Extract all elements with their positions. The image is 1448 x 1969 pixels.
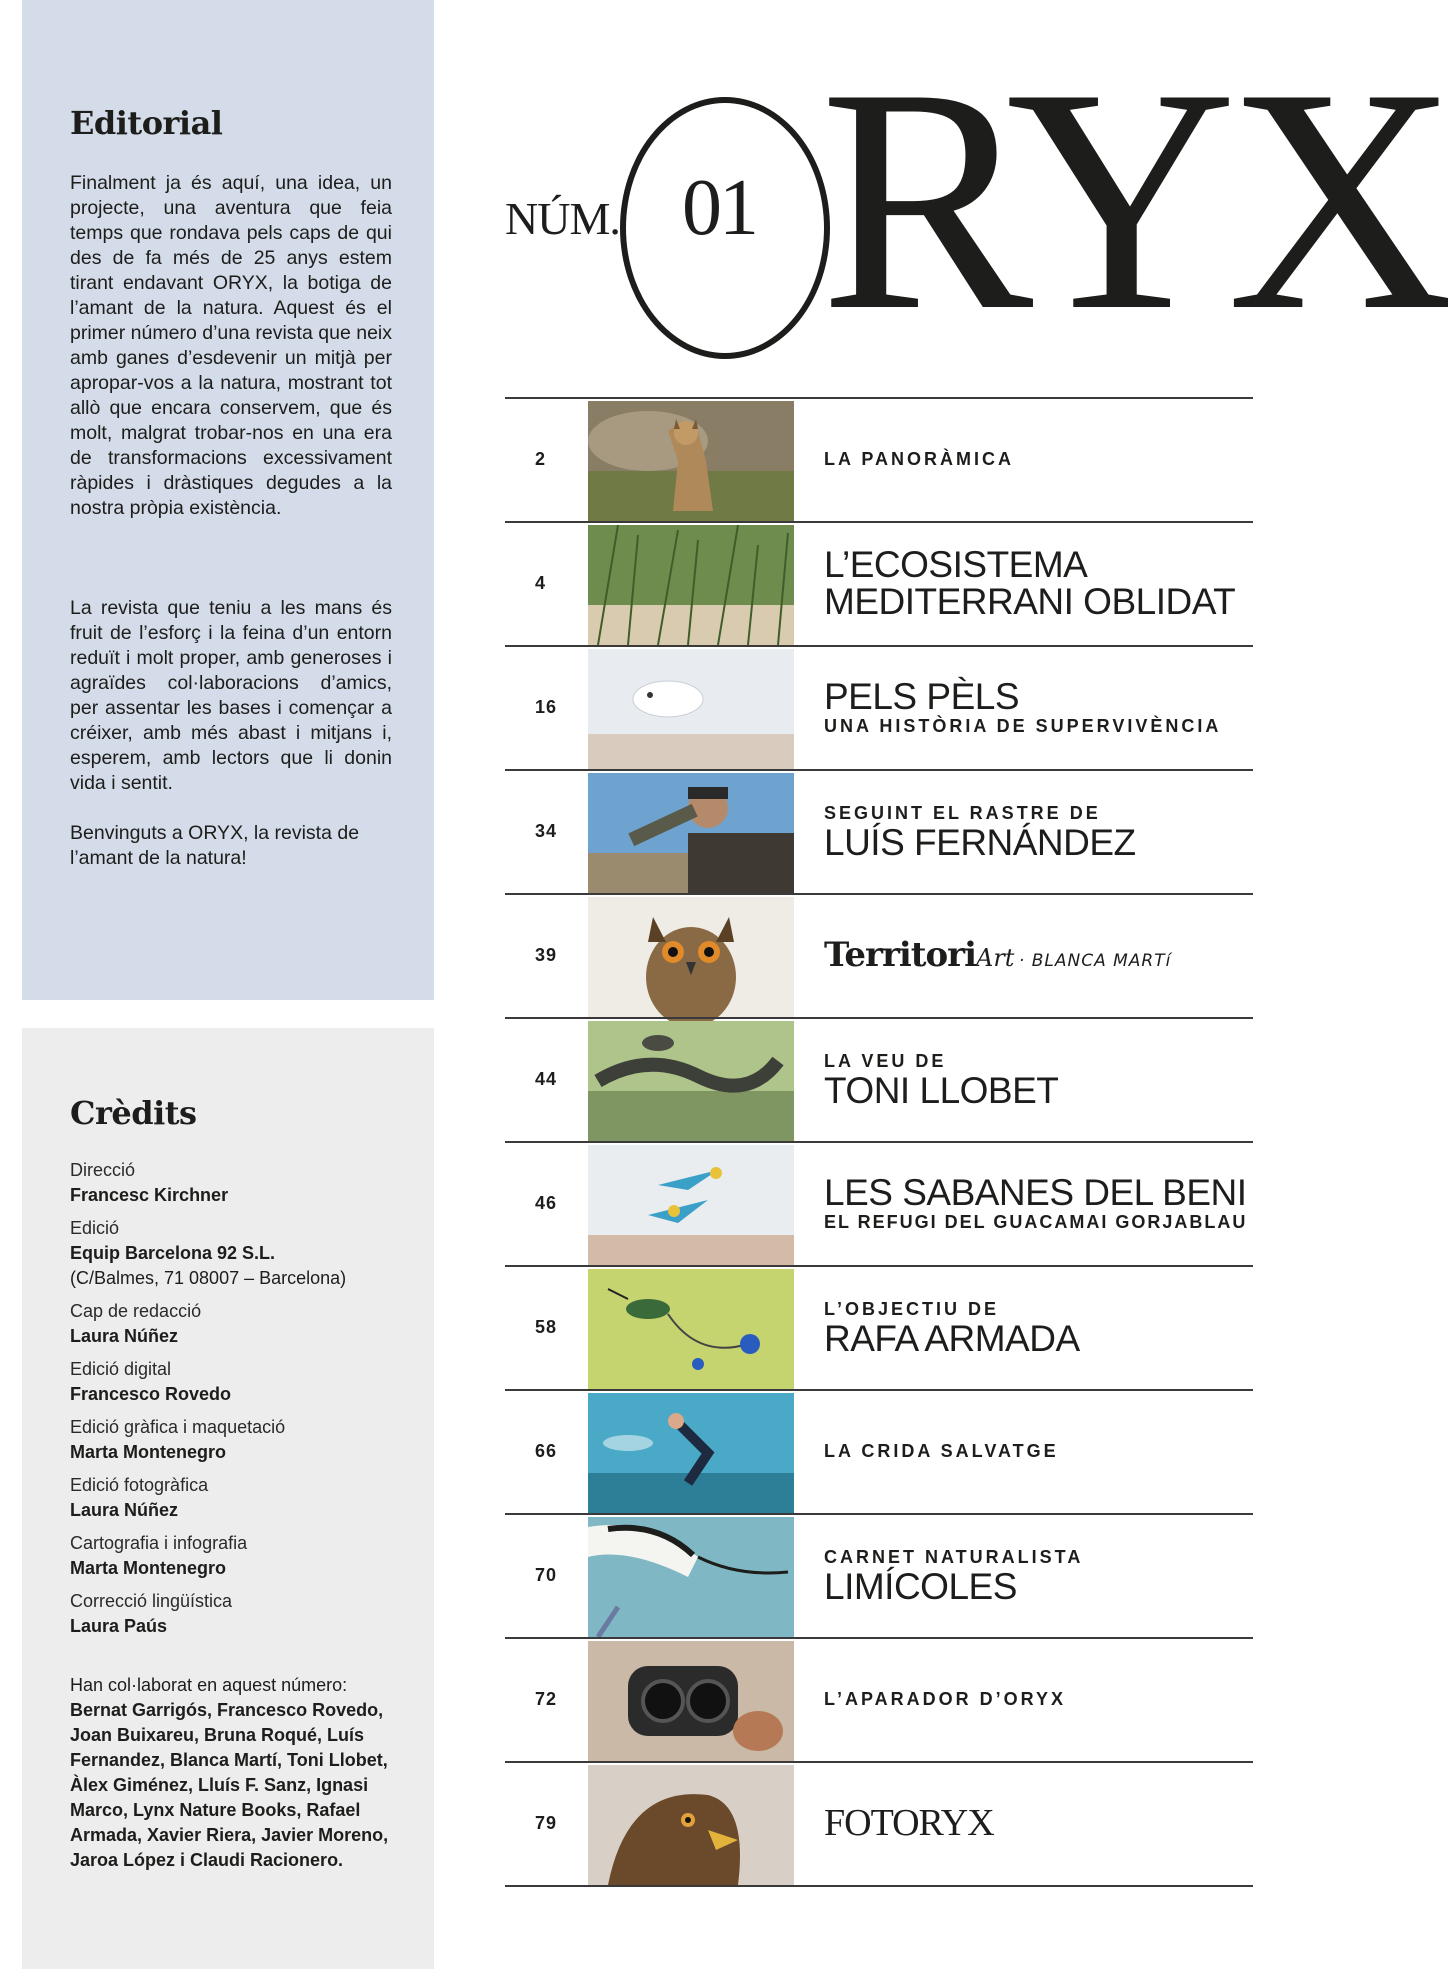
toc-row[interactable] [505, 645, 1253, 769]
snake-image [588, 1021, 794, 1141]
eagle-image [588, 1765, 794, 1885]
toc-page-number: 79 [535, 1813, 558, 1833]
credit-name: Laura Paús [70, 1616, 168, 1636]
credit-item [70, 1299, 410, 1349]
toc-title-big: LUÍS FERNÁNDEZ [824, 821, 1136, 863]
editorial-paragraph: Benvinguts a ORYX, la revista de l’amant de la natura! [70, 822, 360, 869]
credit-role: Edició gràfica i maquetació [70, 1417, 286, 1437]
owl-image [588, 897, 794, 1017]
collaborators-names: Bernat Garrigós, Francesco Rovedo, Joan Buixareu, Bruna Roqué, Luís Fernandez, Blanca Martí, Toni Llobet, Àlex Giménez, Lluís F. Sanz, Ignasi Marco, Lynx Nature Books, Rafael Armada, Xavier Riera, Javier Moreno, Jaroa López i Claudi Racionero. [70, 1700, 389, 1870]
photographer-image [588, 773, 794, 893]
credit-item [70, 1473, 410, 1523]
toc-title-caps: LA PANORÀMICA [824, 449, 1014, 469]
credit-name: Equip Barcelona 92 S.L. [70, 1243, 276, 1263]
toc-title-caps: SEGUINT EL RASTRE DE [824, 802, 1101, 823]
toc-title-big: RAFA ARMADA [824, 1317, 1080, 1359]
toc-row[interactable] [505, 1637, 1253, 1761]
credit-role: Correcció lingüística [70, 1591, 233, 1611]
toc-title-caps: LA VEU DE [824, 1050, 947, 1071]
avocet-image [588, 1517, 794, 1637]
toc-title-caps: EL REFUGI DEL GUACAMAI GORJABLAU [824, 1211, 1248, 1232]
toc-page-number: 2 [535, 449, 547, 469]
toc-row[interactable] [505, 769, 1253, 893]
toc-title [824, 1639, 1254, 1759]
toc-row[interactable] [505, 1017, 1253, 1141]
art-label: Art [976, 944, 1015, 972]
credit-item [70, 1216, 410, 1291]
toc-title-caps: CARNET NATURALISTA [824, 1546, 1084, 1567]
hummingbird-image [588, 1269, 794, 1389]
credit-item [70, 1158, 410, 1208]
toc-page-number: 44 [535, 1069, 558, 1089]
credits-title: Crèdits [70, 1094, 197, 1132]
issue-number-label: NÚM. [505, 193, 620, 244]
macaws-image [588, 1145, 794, 1265]
toc-row[interactable] [505, 1265, 1253, 1389]
toc-title-caps: L’APARADOR D’ORYX [824, 1689, 1067, 1709]
logo-letters-ryx: RYX [820, 23, 1448, 377]
toc-title [824, 1515, 1254, 1635]
toc-title [824, 1267, 1254, 1387]
territori-author: · BLANCA MARTí [1018, 951, 1172, 971]
toc-title-big: L’ECOSISTEMA [824, 544, 1088, 585]
territori-label: Territori [824, 935, 976, 975]
toc-page-number: 39 [535, 945, 558, 965]
credit-role: Edició fotogràfica [70, 1475, 209, 1495]
credits-list [70, 1158, 410, 1647]
fotoryx-logo: FOTORYX [824, 1802, 994, 1844]
toc-row[interactable] [505, 893, 1253, 1017]
credits-panel [22, 1028, 434, 1969]
toc-title [824, 523, 1254, 643]
toc-title-big: LES SABANES DEL BENI [824, 1171, 1247, 1213]
grass-image [588, 525, 794, 645]
toc-title [824, 1391, 1254, 1511]
toc-title-big: TONI LLOBET [824, 1069, 1059, 1111]
toc-row[interactable] [505, 1141, 1253, 1265]
toc-title-caps: UNA HISTÒRIA DE SUPERVIVÈNCIA [824, 715, 1222, 736]
editorial-title: Editorial [70, 104, 223, 142]
toc-row[interactable] [505, 521, 1253, 645]
binoculars-image [588, 1641, 794, 1761]
collaborators-label: Han col·laborat en aquest número: [70, 1675, 348, 1695]
toc-title [824, 895, 1254, 1015]
credit-name: Laura Núñez [70, 1500, 179, 1520]
jackal-image [588, 401, 794, 521]
toc-page-number: 16 [535, 697, 558, 717]
credit-role: Cap de redacció [70, 1301, 202, 1321]
table-of-contents [505, 397, 1253, 1887]
credit-name: Laura Núñez [70, 1326, 179, 1346]
toc-title [824, 1143, 1254, 1263]
toc-page-number: 58 [535, 1317, 558, 1337]
arctic-fox-image [588, 649, 794, 769]
credit-name: Marta Montenegro [70, 1442, 227, 1462]
credit-address: (C/Balmes, 71 08007 – Barcelona) [70, 1268, 347, 1288]
toc-page-number: 72 [535, 1689, 558, 1709]
toc-title [824, 1019, 1254, 1139]
toc-row[interactable] [505, 1513, 1253, 1637]
toc-row[interactable] [505, 397, 1253, 521]
toc-title [824, 771, 1254, 891]
toc-row[interactable] [505, 1761, 1253, 1887]
toc-title-caps: L’OBJECTIU DE [824, 1298, 1000, 1319]
toc-title [824, 647, 1254, 767]
toc-page-number: 4 [535, 573, 547, 593]
toc-territori-art [824, 935, 1254, 975]
editorial-paragraph: Finalment ja és aquí, una idea, un projecte, una aventura que feia temps que rondava pels caps de qui des de fa més de 25 anys estem tirant endavant ORYX, la botiga de l’amant de la natura. Aquest és el primer número d’una revista que neix amb ganes d’esdevenir un mitjà per apropar-vos a la natura, mostrant tot allò que encara conservem, que és molt, malgrat trobar-nos en una era de transformacions excessivament ràpides i dràstiques degudes a la nostra pròpia existència. [70, 172, 392, 519]
toc-title-big: LIMÍCOLES [824, 1565, 1017, 1607]
toc-title [824, 399, 1254, 519]
toc-title-big: MEDITERRANI OBLIDAT [824, 581, 1236, 622]
credit-role: Direcció [70, 1160, 136, 1180]
credit-item [70, 1415, 410, 1465]
credit-role: Edició digital [70, 1359, 172, 1379]
credit-role: Cartografia i infografia [70, 1533, 248, 1553]
issue-number: 01 [682, 164, 756, 252]
toc-page-number: 66 [535, 1441, 558, 1461]
toc-title-caps: LA CRIDA SALVATGE [824, 1441, 1059, 1461]
credit-name: Francesco Rovedo [70, 1384, 232, 1404]
diver-image [588, 1393, 794, 1513]
toc-page-number: 34 [535, 821, 558, 841]
credit-name: Francesc Kirchner [70, 1185, 229, 1205]
toc-page-number: 46 [535, 1193, 558, 1213]
credit-item [70, 1357, 410, 1407]
toc-page-number: 70 [535, 1565, 558, 1585]
credit-item [70, 1589, 410, 1639]
toc-row[interactable] [505, 1389, 1253, 1513]
toc-title [824, 1763, 1254, 1883]
editorial-panel [22, 0, 434, 1000]
credit-name: Marta Montenegro [70, 1558, 227, 1578]
toc-title-big: PELS PÈLS [824, 675, 1020, 717]
editorial-paragraph: La revista que teniu a les mans és fruit de l’esforç i la feina d’un entorn reduït i molt proper, amb generoses i agraïdes col·laboracions d’amics, per assentar les bases i començar a créixer, amb més abast i mitjans i, esperem, amb lectors que li donin vida i sentit. [70, 597, 392, 794]
credit-role: Edició [70, 1218, 120, 1238]
credit-item [70, 1531, 410, 1581]
